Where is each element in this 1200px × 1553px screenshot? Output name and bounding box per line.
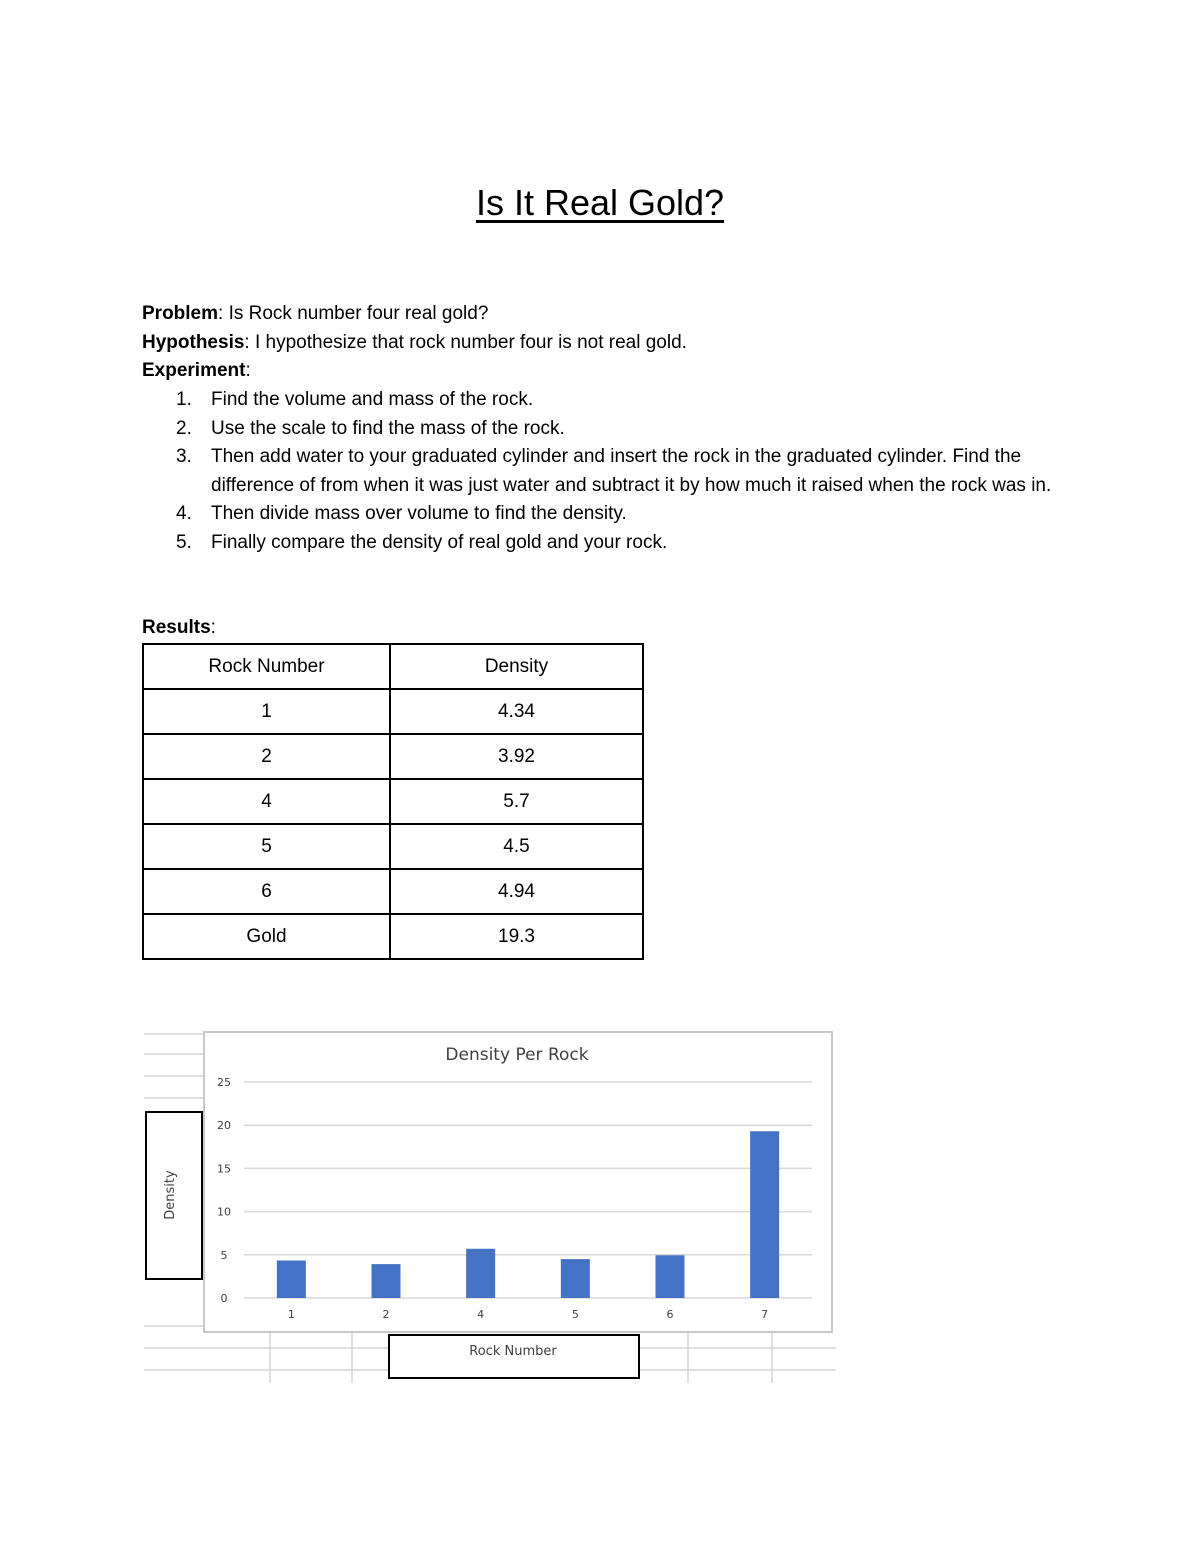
x-axis-label: Rock Number <box>469 1344 557 1359</box>
step-number: 3. <box>176 446 192 467</box>
step-number: 1. <box>176 389 192 410</box>
density-cell: 5.7 <box>390 779 643 824</box>
density-cell: 3.92 <box>390 734 643 779</box>
table-row <box>143 734 643 779</box>
density-cell: 19.3 <box>390 914 643 959</box>
list-item <box>142 500 1062 529</box>
list-item <box>142 415 1062 444</box>
y-tick-label: 25 <box>217 1076 231 1089</box>
problem-label: Problem <box>142 303 219 324</box>
table-row <box>143 869 643 914</box>
problem-line <box>142 300 488 328</box>
chart-title: Density Per Rock <box>445 1045 589 1065</box>
table-row <box>143 914 643 959</box>
rock-number-cell: Gold <box>143 914 390 959</box>
step-number: 2. <box>176 417 192 439</box>
rock-number-cell: 5 <box>143 824 390 869</box>
experiment-text: : <box>245 360 251 381</box>
step-number: 4. <box>176 503 192 524</box>
list-item <box>142 443 1062 500</box>
step-text: Finally compare the density of real gold and your rock. <box>211 531 668 553</box>
bar <box>277 1261 306 1298</box>
y-tick-label: 20 <box>217 1119 231 1133</box>
experiment-steps <box>142 386 1062 557</box>
problem-text: : Is Rock number four real gold? <box>218 303 489 324</box>
hypothesis-label: Hypothesis <box>142 332 245 353</box>
rock-number-cell: 4 <box>143 779 390 824</box>
y-tick-label: 15 <box>217 1162 231 1176</box>
bar <box>750 1131 779 1298</box>
x-tick-label: 2 <box>382 1308 390 1321</box>
results-text: : <box>210 617 216 638</box>
step-text: Use the scale to find the mass of the rock. <box>211 417 565 439</box>
table-header-row <box>143 644 643 689</box>
rock-number-cell: 6 <box>143 869 390 914</box>
density-chart <box>140 1028 840 1388</box>
step-text: Then add water to your graduated cylinder and insert the rock in the graduated cylinder. Find the difference of from when it was just water and subtract it by how much it raised when the rock was in. <box>211 446 1052 496</box>
list-item <box>142 386 1062 415</box>
bar <box>656 1255 685 1298</box>
hypothesis-line <box>142 329 687 357</box>
list-item <box>142 529 1062 558</box>
x-tick-label: 6 <box>666 1308 674 1321</box>
results-table <box>142 643 644 960</box>
x-tick-label: 4 <box>477 1308 485 1321</box>
x-tick-label: 1 <box>287 1308 295 1321</box>
bar <box>466 1249 495 1298</box>
step-text: Find the volume and mass of the rock. <box>211 389 534 410</box>
y-tick-label: 0 <box>220 1292 228 1305</box>
step-number: 5. <box>176 531 192 553</box>
step-text: Then divide mass over volume to find the density. <box>211 503 627 524</box>
table-row <box>143 689 643 734</box>
density-cell: 4.94 <box>390 869 643 914</box>
bar <box>561 1259 590 1298</box>
rock-number-cell: 2 <box>143 734 390 779</box>
experiment-label: Experiment <box>142 360 246 381</box>
density-cell: 4.5 <box>390 824 643 869</box>
x-tick-label: 5 <box>571 1308 579 1321</box>
column-header-density: Density <box>390 644 643 689</box>
bar <box>372 1264 401 1298</box>
table-row <box>143 779 643 824</box>
y-tick-label: 10 <box>217 1205 231 1219</box>
experiment-line <box>142 357 251 385</box>
y-axis-label: Density <box>163 1170 178 1220</box>
y-tick-label: 5 <box>220 1248 228 1262</box>
column-header-rock-number: Rock Number <box>143 644 390 689</box>
density-cell: 4.34 <box>390 689 643 734</box>
results-line <box>142 614 216 642</box>
rock-number-cell: 1 <box>143 689 390 734</box>
results-label: Results <box>142 617 211 638</box>
hypothesis-text: : I hypothesize that rock number four is not real gold. <box>244 332 687 353</box>
table-row <box>143 824 643 869</box>
x-tick-label: 7 <box>761 1308 769 1321</box>
page-title: Is It Real Gold? <box>475 182 725 223</box>
